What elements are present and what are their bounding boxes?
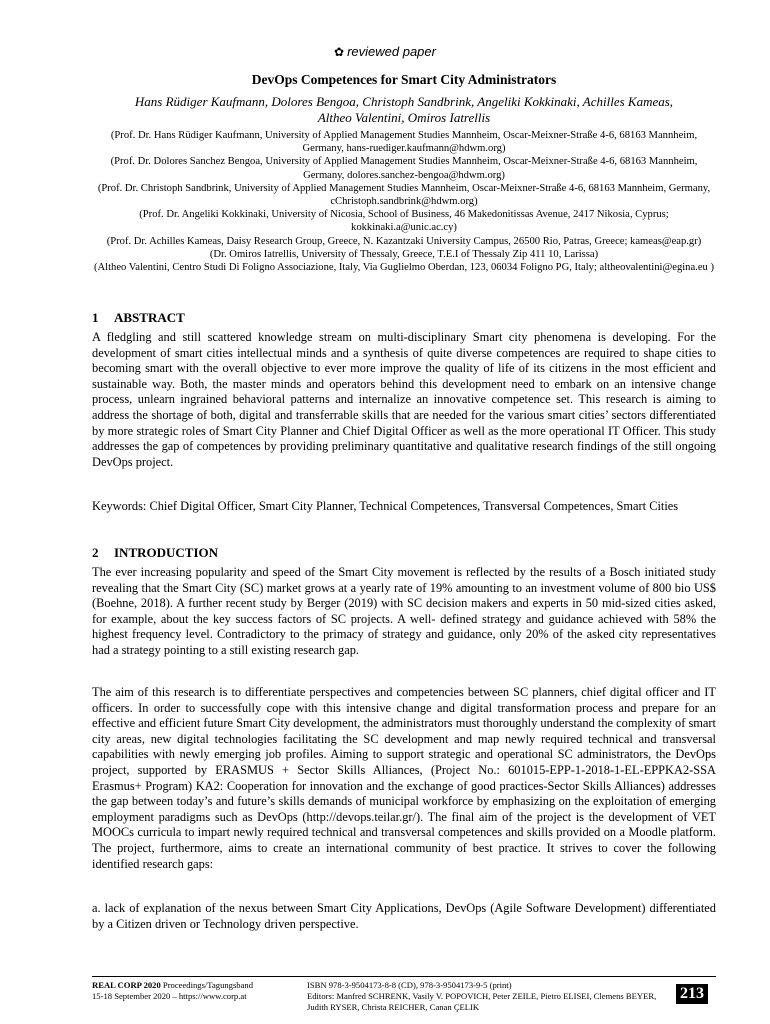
intro-paragraph-2: The aim of this research is to differentiate perspectives and competencies between SC planners, chief digital officer and IT officers. In order to successfully cope with this intensive change and digital transformation process and prepare for an effective and efficient future Smart City development, the administrators must thoroughly understand the complexity of smart city areas, new digital technologies facilitating the SC development and map newly required technical and transversal capabilities with newly emerging job profiles. Aiming to support strategic and operational SC administrators, the DevOps project, supported by ERASMUS + Sector Skills Alliances, (Project No.: 601015-EPP-1-2018-1-EL-EPPKA2-SSA Erasmus+ Program) KA2: Cooperation for innovation and the exchange of good practices-Sector Skills Alliances) addresses the gap between today’s and future’s skills demands of municipal workforce by emphasizing on the exploitation of emerging employment paradigms such as DevOps (http://devops.teilar.gr/). The final aim of the project is the development of VET MOOCs curricula to impart newly required technical and transversal competences and skills provided on a Moodle platform. The project, furthermore, aims to create an international community of best practice. It strives to cover the following identified research gaps:: [92, 685, 716, 871]
reviewed-paper-tag: [0, 44, 770, 59]
authors-line-1: Hans Rüdiger Kaufmann, Dolores Bengoa, Christoph Sandbrink, Angeliki Kokkinaki, Achilles Kameas,: [134, 94, 674, 109]
affiliations: [92, 129, 716, 274]
page-number: 213: [676, 984, 708, 1004]
affiliation: (Prof. Dr. Angeliki Kokkinaki, University of Nicosia, School of Business, 46 Makedonitissas Avenue, 2417 Nikosia, Cyprus; kokkinaki.a@unic.ac.cy): [139, 209, 669, 234]
intro-paragraph-1: The ever increasing popularity and speed of the Smart City movement is reflected by the results of a Bosch initiated study revealing that the Smart City (SC) market grows at a yearly rate of 19% amounting to an investment volume of 800 bio US$ (Boehne, 2018). A further recent study by Berger (2019) with SC decision makers and experts in 50 mid-sized cities asked, for example, about the key success factors of SC projects. A well- defined strategy and guidance achieved with 58% the highest frequency level. Contradictory to the primacy of strategy and guidance, only 20% of the asked city representatives had a strategy pointing to a still existing research gap.: [92, 565, 716, 657]
conference-name: REAL CORP 2020: [92, 980, 161, 990]
abstract-text: A fledgling and still scattered knowledge stream on multi-disciplinary Smart city phenomena is developing. For the development of smart cities intellectual minds and a synthesis of quite diverse competences are required to shape cities to becoming smart with the overall objective to ever more improve the quality of life of its citizens in the most efficient and sustainable way. Both, the master minds and operators behind this development need to embark on an intensive change process, unlearn ingrained behavioral patterns and internalize an innovative competence set. This research is aiming to address the shortage of both, digital and transferrable skills that are needed for the various smart cities’ sectors differentiated by more strategic roles of Smart City Planner and Chief Digital Officer as well as the more operational IT Officer. This study addresses the gap of competences by providing preliminary quantitative and qualitative research findings of the still ongoing DevOps project.: [92, 330, 716, 469]
section-title: ABSTRACT: [114, 310, 185, 325]
footer-conference-line: [92, 980, 302, 991]
keywords: Keywords: Chief Digital Officer, Smart City Planner, Technical Competences, Transversal Competences, Smart Cities: [92, 499, 679, 513]
authors-line-2: Altheo Valentini, Omiros Iatrellis: [317, 110, 491, 125]
author-list: [92, 94, 716, 126]
isbn: ISBN 978-3-9504173-8-8 (CD), 978-3-9504173-9-5 (print): [307, 980, 512, 990]
footer-publication: [307, 980, 672, 1013]
footer-conference: [92, 980, 302, 1002]
section-heading-introduction: [92, 545, 218, 561]
affiliation: (Altheo Valentini, Centro Studi Di Foligno Associazione, Italy, Via Guglielmo Oberdan, 123, 06034 Foligno PG, Italy; altheovalentini@egina.eu ): [93, 262, 715, 274]
flower-icon: ✿: [334, 45, 345, 59]
affiliation: (Dr. Omiros Iatrellis, University of Thessaly, Greece, T.E.I of Thessaly Zip 411 10, Larissa): [209, 248, 599, 260]
conference-proceedings: Proceedings/Tagungsband: [160, 980, 254, 990]
affiliation: (Prof. Dr. Dolores Sanchez Bengoa, University of Applied Management Studies Mannheim, Oscar-Meixner-Straße 4-6, 68163 Mannheim, Germany, dolores.sanchez-bengoa@hdwm.org): [110, 156, 698, 181]
affiliation: (Prof. Dr. Christoph Sandbrink, University of Applied Management Studies Mannheim, Oscar-Meixner-Straße 4-6, 68163 Mannheim, Germany, cChristoph.sandbrink@hdwm.org): [97, 182, 711, 208]
reviewed-paper-label: reviewed paper: [347, 44, 436, 59]
editors: Editors: Manfred SCHRENK, Vasily V. POPOVICH, Peter ZEILE, Pietro ELISEI, Clemens BEYER, Judith RYSER, Christa REICHER, Canan ÇELIK: [307, 991, 657, 1012]
section-number: 1: [92, 310, 99, 325]
section-title: INTRODUCTION: [114, 545, 219, 560]
section-number: 2: [92, 545, 99, 560]
footer-rule: [92, 976, 716, 977]
intro-paragraph-3: a. lack of explanation of the nexus between Smart City Applications, DevOps (Agile Software Development) differentiated by a Citizen driven or Technology driven perspective.: [92, 901, 716, 931]
paper-title: DevOps Competences for Smart City Administrators: [251, 72, 557, 87]
conference-dates: 15-18 September 2020 – https://www.corp.at: [92, 991, 247, 1001]
affiliation: (Prof. Dr. Hans Rüdiger Kaufmann, University of Applied Management Studies Mannheim, Oscar-Meixner-Straße 4-6, 68163 Mannheim, Germany, hans-ruediger.kaufmann@hdwm.org): [110, 130, 698, 155]
section-heading-abstract: [92, 310, 185, 326]
affiliation: (Prof. Dr. Achilles Kameas, Daisy Research Group, Greece, N. Kazantzaki University Campus, 26500 Rio, Patras, Greece; kameas@eap.gr): [106, 235, 702, 247]
